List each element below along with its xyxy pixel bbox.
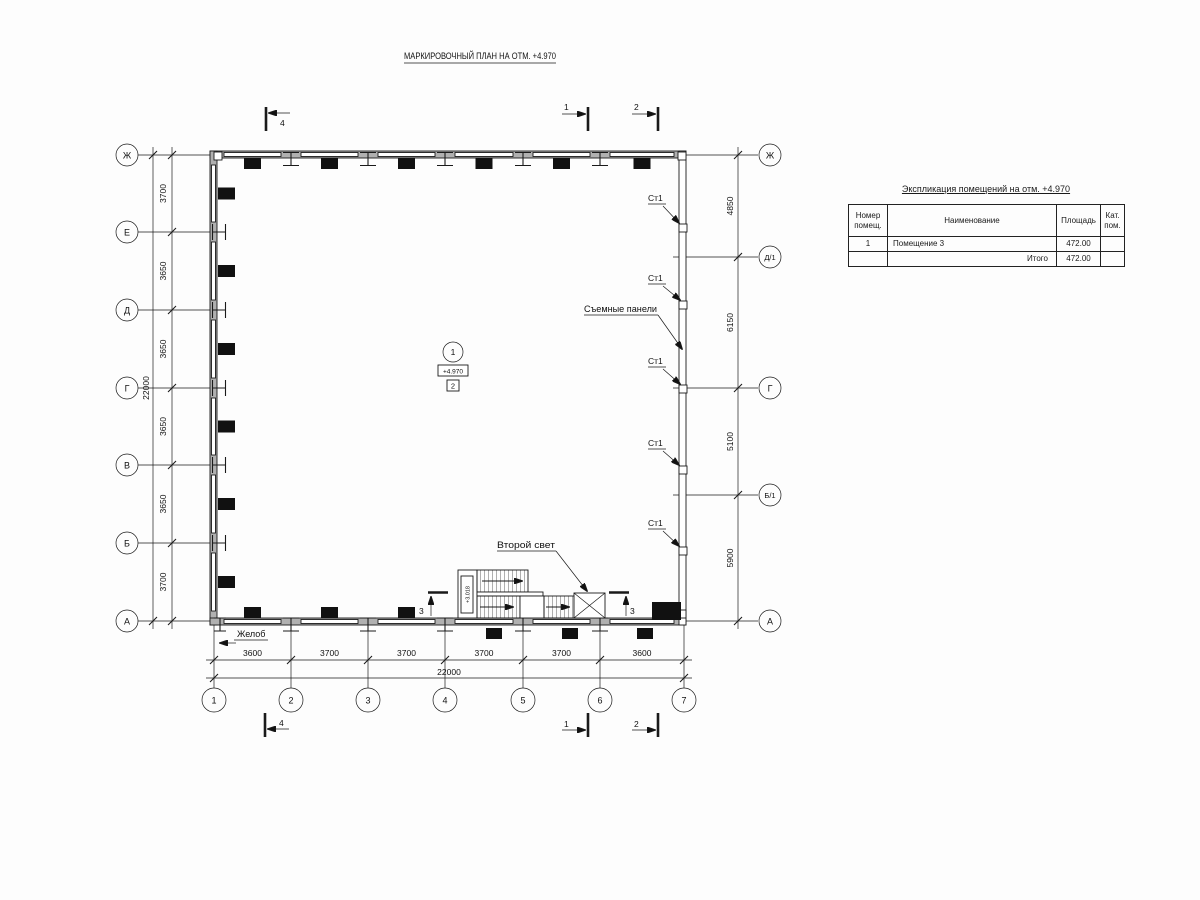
col-header-number <box>849 205 888 237</box>
st1-label: Ст1 <box>648 273 663 283</box>
axis-right-4: А <box>766 616 774 627</box>
dim-right-3: 5900 <box>725 548 735 568</box>
st1-label: Ст1 <box>648 193 663 203</box>
dim-bottom-total: 22000 <box>437 667 461 677</box>
dim-bottom-2: 3700 <box>397 648 416 658</box>
explication-table <box>848 204 1125 267</box>
cell-room-name: Помещение 3 <box>888 237 1057 252</box>
dim-bottom-0: 3600 <box>243 648 262 658</box>
room-category: 2 <box>450 381 456 391</box>
axis-bottom-1: 2 <box>288 695 294 706</box>
room-marker <box>438 342 468 391</box>
header-number-line2: помещ. <box>854 220 882 230</box>
section-2-top: 2 <box>634 102 639 112</box>
axis-left-2: Д <box>123 305 131 316</box>
axis-left-5: Б <box>124 538 130 549</box>
dim-left-1: 3650 <box>158 261 168 281</box>
room-number: 1 <box>450 347 456 357</box>
table-total-row <box>849 252 1125 267</box>
axis-bottom-6: 7 <box>681 695 687 706</box>
dim-left-2: 3650 <box>158 339 168 359</box>
table-title: Экспликация помещений на отм. +4.970 <box>901 184 1071 194</box>
col-header-category <box>1101 205 1125 237</box>
axis-right-2: Г <box>767 383 773 394</box>
dim-left-total: 22000 <box>141 376 151 400</box>
st1-label: Ст1 <box>648 518 663 528</box>
col-header-area: Площадь <box>1057 205 1101 237</box>
table-row <box>849 237 1125 252</box>
dim-left-4: 3650 <box>158 494 168 514</box>
dim-right-2: 5100 <box>725 432 735 451</box>
axis-right-3: Б/1 <box>764 491 776 500</box>
room-elevation: +4.970 <box>442 368 464 376</box>
axis-left-6: А <box>123 616 131 627</box>
st1-label: Ст1 <box>648 438 663 448</box>
axis-bottom-5: 6 <box>597 695 603 706</box>
col-header-name: Наименование <box>888 205 1057 237</box>
section-4-bottom: 4 <box>279 718 284 728</box>
equipment-marks <box>218 158 681 639</box>
section-1-bottom: 1 <box>564 719 569 729</box>
dim-right-0: 4850 <box>725 196 735 216</box>
removable-panels-label: Съемные панели <box>584 304 657 314</box>
section-3-right: 3 <box>630 606 635 616</box>
dim-left-5: 3700 <box>158 572 168 592</box>
shaft-block <box>652 602 681 620</box>
stair-landing-elevation: +3.018 <box>465 586 472 603</box>
axis-bottom-3: 4 <box>442 695 448 706</box>
dim-bottom-5: 3600 <box>632 648 652 658</box>
room-explication <box>848 184 1124 267</box>
section-4-top: 4 <box>280 118 285 128</box>
leader-labels <box>220 193 682 643</box>
dim-left-3: 3650 <box>158 417 168 436</box>
dim-left-0: 3700 <box>158 184 168 203</box>
header-number-line1: Номер <box>855 211 881 221</box>
sheet-title <box>404 50 586 63</box>
section-2-bottom: 2 <box>634 719 639 729</box>
column-symbols <box>213 153 609 632</box>
header-cat-line1: Кат. <box>1105 211 1120 221</box>
cell-room-category <box>1101 237 1125 252</box>
axis-left-1: Е <box>123 227 131 238</box>
stairs <box>458 570 605 618</box>
axis-left-4: В <box>123 460 131 471</box>
gutter-label: Желоб <box>237 629 266 639</box>
cell-total-empty <box>849 252 888 267</box>
axis-left-0: Ж <box>122 150 132 161</box>
st1-label: Ст1 <box>648 356 663 366</box>
axis-right-1: Д/1 <box>764 253 776 262</box>
cell-room-number: 1 <box>849 237 888 252</box>
axis-left-3: Г <box>124 383 130 394</box>
dim-bottom-4: 3700 <box>552 648 571 658</box>
axis-right-0: Ж <box>765 150 775 161</box>
section-1-top: 1 <box>564 102 569 112</box>
plan-title: МАРКИРОВОЧНЫЙ ПЛАН НА ОТМ. +4.970 <box>404 51 586 61</box>
second-light-label: Второй свет <box>497 540 555 550</box>
cell-total-label: Итого <box>888 252 1057 267</box>
axis-bottom-4: 5 <box>520 695 526 706</box>
header-cat-line2: пом. <box>1104 220 1121 230</box>
dim-bottom-1: 3700 <box>320 648 339 658</box>
cell-total-area: 472.00 <box>1057 252 1101 267</box>
cell-room-area: 472.00 <box>1057 237 1101 252</box>
section-marks <box>265 102 658 737</box>
axis-bottom-0: 1 <box>211 695 217 706</box>
axis-bottom-2: 3 <box>365 695 371 706</box>
cell-total-category <box>1101 252 1125 267</box>
section-3-left: 3 <box>419 606 424 616</box>
dim-bottom-3: 3700 <box>474 648 494 658</box>
dimension-lines <box>149 147 742 682</box>
dim-right-1: 6150 <box>725 313 735 332</box>
